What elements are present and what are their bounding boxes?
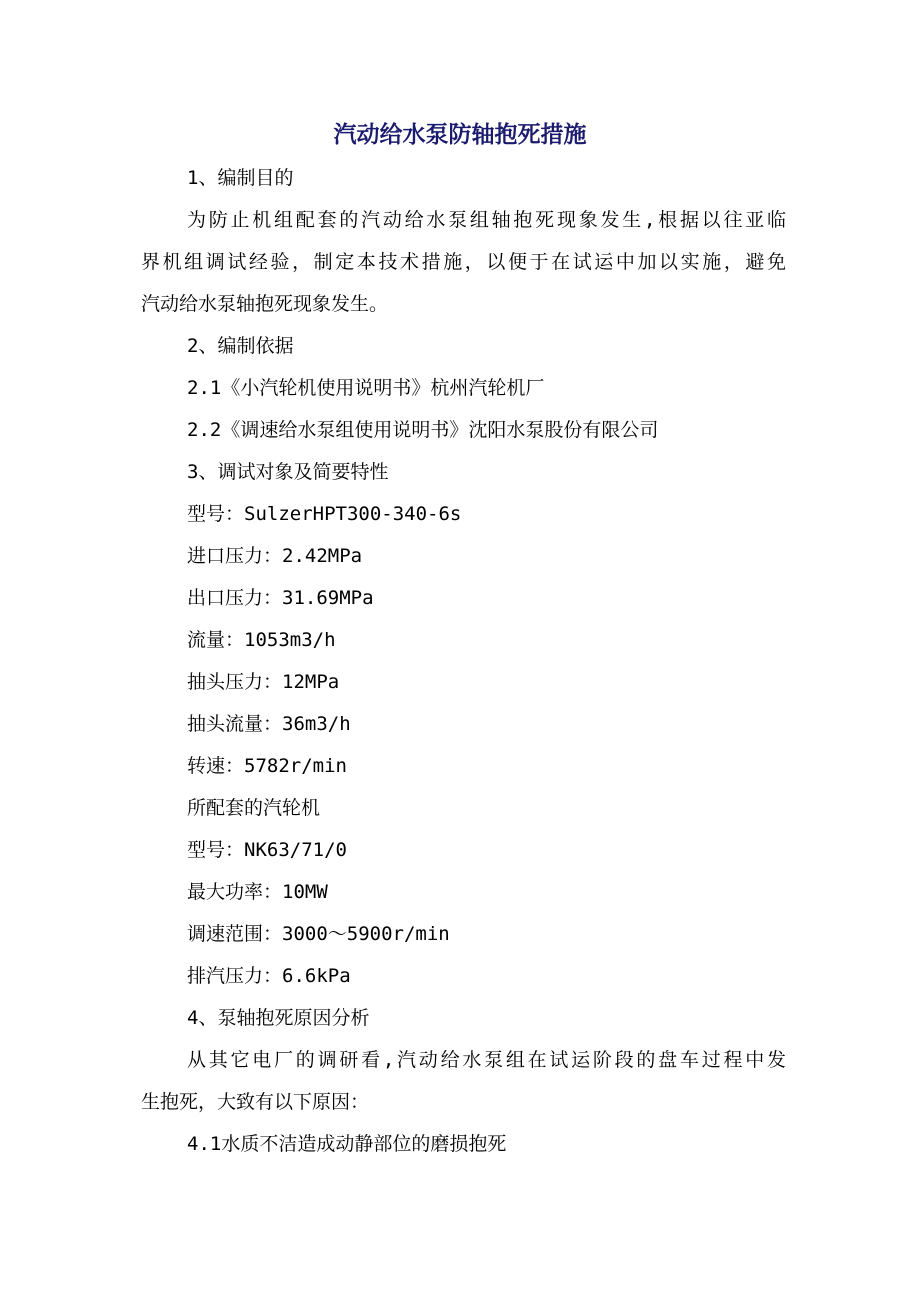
spec-item: 型号：NK63/71/0 <box>187 839 347 861</box>
document-body <box>141 157 786 1165</box>
paragraph-line: 汽动给水泵轴抱死现象发生。 <box>141 293 389 315</box>
spec-item: 进口压力：2.42MPa <box>187 545 363 567</box>
spec-item: 型号：SulzerHPT300-340-6s <box>187 503 462 525</box>
section-heading-analysis: 4、泵轴抱死原因分析 <box>187 1007 370 1029</box>
spec-item: 出口压力：31.69MPa <box>187 587 374 609</box>
subsection-heading: 4.1水质不洁造成动静部位的磨损抱死 <box>187 1133 507 1155</box>
reference-item: 2.2《调速给水泵组使用说明书》沈阳水泵股份有限公司 <box>187 419 659 441</box>
document-title: 汽动给水泵防轴抱死措施 <box>333 121 587 148</box>
paragraph-line: 界机组调试经验，制定本技术措施，以便于在试运中加以实施，避免 <box>141 251 786 273</box>
paragraph-line: 生抱死，大致有以下原因： <box>141 1091 370 1113</box>
spec-item: 调速范围：3000～5900r/min <box>187 923 450 945</box>
spec-item: 排汽压力：6.6kPa <box>187 965 351 987</box>
reference-item: 2.1《小汽轮机使用说明书》杭州汽轮机厂 <box>187 377 545 399</box>
spec-item: 流量：1053m3/h <box>187 629 336 651</box>
spec-subheading: 所配套的汽轮机 <box>187 797 321 819</box>
section-heading-object: 3、调试对象及简要特性 <box>187 461 389 483</box>
section-heading-purpose: 1、编制目的 <box>187 167 294 189</box>
spec-item: 抽头流量：36m3/h <box>187 713 351 735</box>
paragraph-line: 为防止机组配套的汽动给水泵组轴抱死现象发生,根据以往亚临 <box>187 209 786 231</box>
spec-item: 最大功率：10MW <box>187 881 328 903</box>
section-heading-basis: 2、编制依据 <box>187 335 294 357</box>
paragraph-line: 从其它电厂的调研看,汽动给水泵组在试运阶段的盘车过程中发 <box>187 1049 786 1071</box>
spec-item: 转速：5782r/min <box>187 755 347 777</box>
spec-item: 抽头压力：12MPa <box>187 671 340 693</box>
